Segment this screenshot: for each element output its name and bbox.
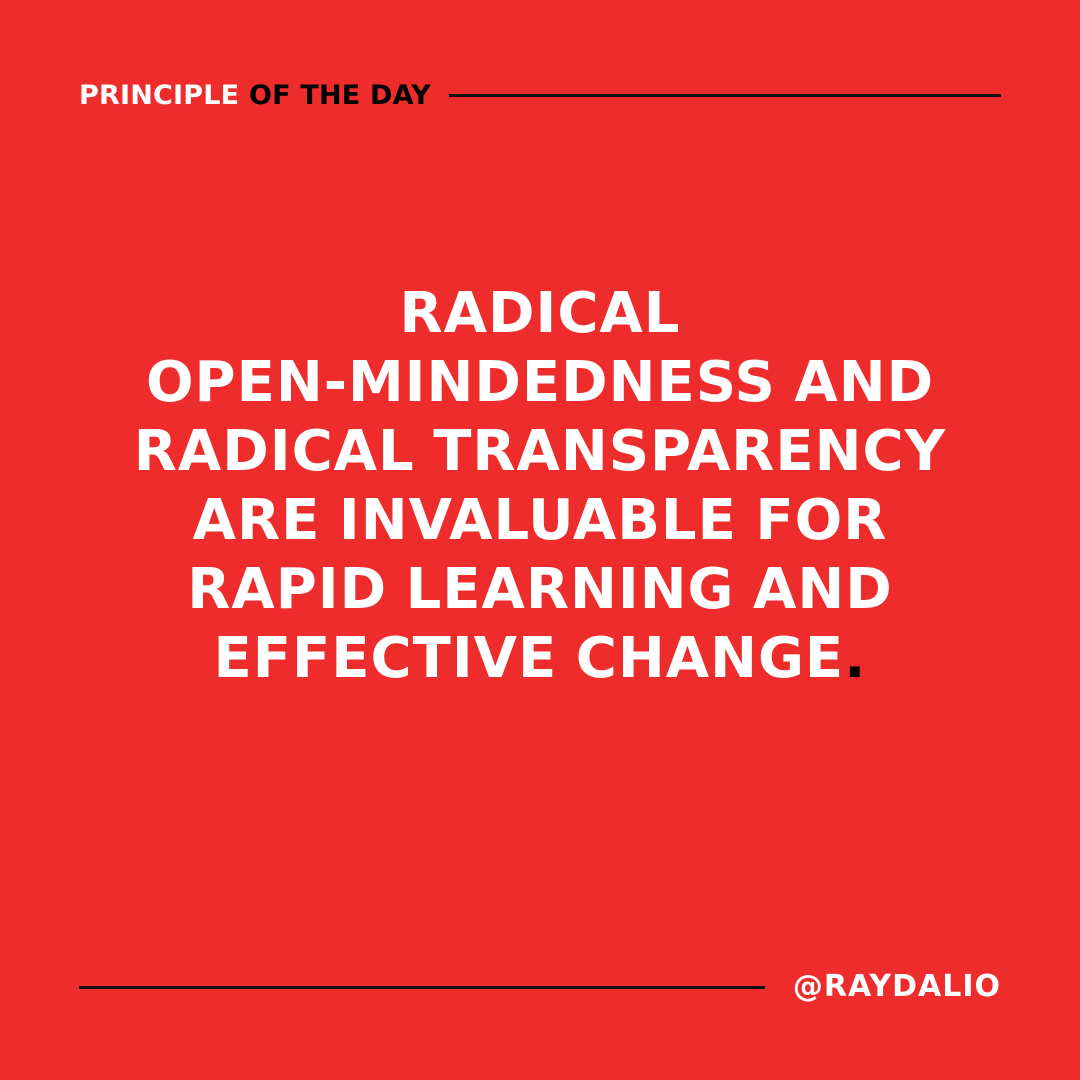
quote-line: RADICAL TRANSPARENCY xyxy=(133,419,947,484)
principle-quote xyxy=(60,279,1020,693)
quote-period: . xyxy=(844,626,867,691)
quote-line: ARE INVALUABLE FOR xyxy=(192,488,888,553)
quote-line-last xyxy=(60,624,1020,693)
header-divider xyxy=(449,94,1001,97)
quote-line: RAPID LEARNING AND xyxy=(187,557,893,622)
header-title xyxy=(79,79,431,111)
header xyxy=(79,72,1001,118)
author-handle: @RAYDALIO xyxy=(792,969,1001,1004)
quote-line-last-text: EFFECTIVE CHANGE xyxy=(213,626,845,691)
footer xyxy=(79,964,1001,1010)
footer-divider xyxy=(79,986,765,989)
header-title-secondary: OF THE DAY xyxy=(248,79,431,111)
header-title-primary: PRINCIPLE xyxy=(79,79,240,111)
quote-line: OPEN-MINDEDNESS AND xyxy=(145,350,935,415)
quote-line: RADICAL xyxy=(399,281,681,346)
